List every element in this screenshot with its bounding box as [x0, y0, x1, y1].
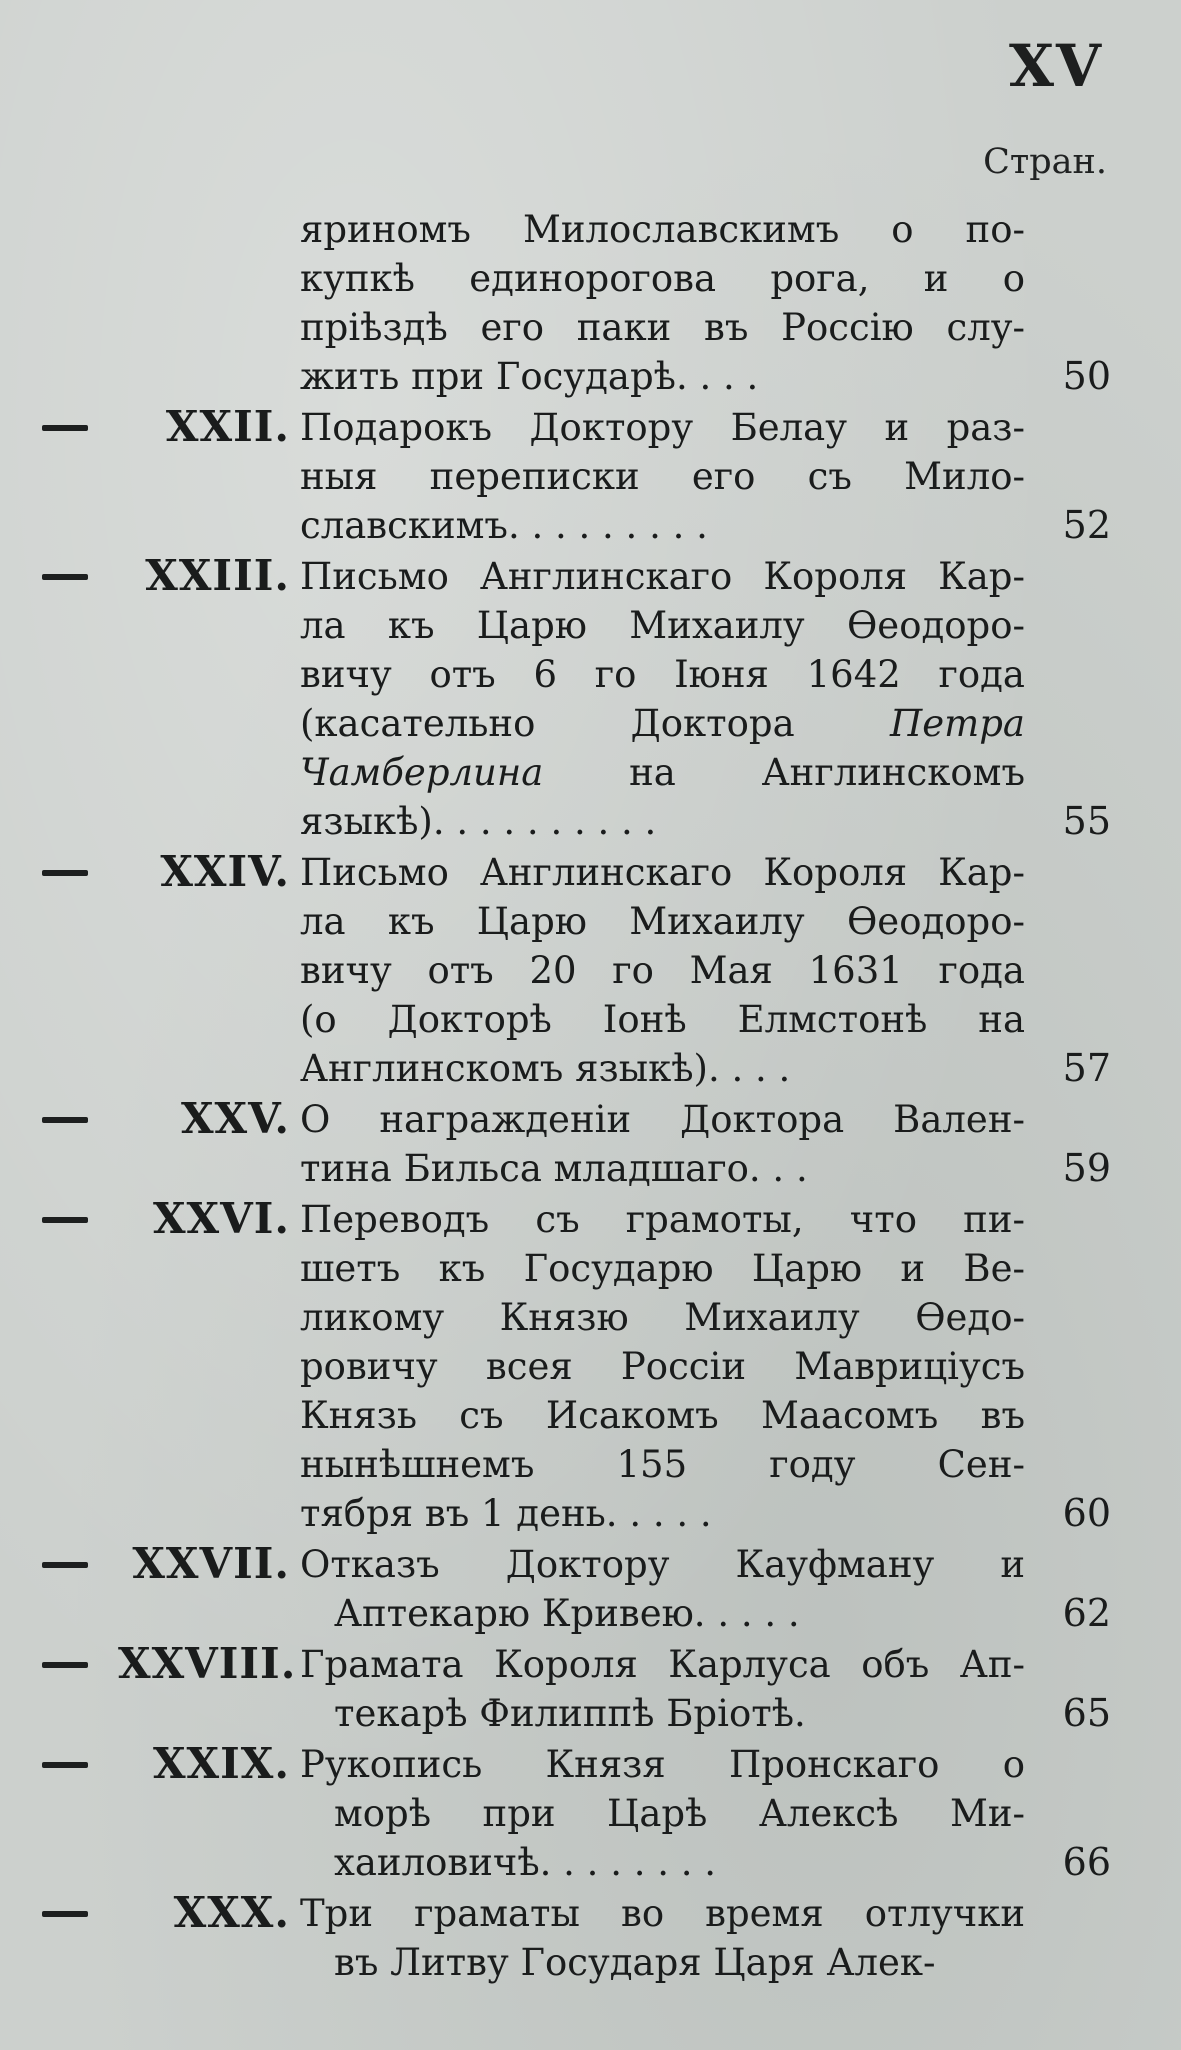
toc-entry: [0, 1640, 1181, 1738]
toc-entry: [0, 1889, 1181, 1987]
toc-page-number: 57: [1062, 1046, 1111, 1090]
toc-entry: [0, 403, 1181, 550]
entry-dash: [42, 1662, 88, 1668]
toc-entry-line: Три граматы во время отлучки: [300, 1892, 1025, 1935]
toc-entry-line: Письмо Англинскаго Короля Кар-: [300, 555, 1025, 598]
toc-entry-line: яриномъ Милославскимъ о по-: [300, 208, 1025, 251]
toc-entry-line: Рукопись Князя Пронскаго о: [300, 1743, 1025, 1786]
toc-entry-line: тября въ 1 день. . . . .: [300, 1492, 712, 1535]
toc-entry: [0, 552, 1181, 846]
entry-dash: [42, 1217, 88, 1223]
table-of-contents: [0, 205, 1181, 1989]
toc-entry-line: (о Докторѣ Іонѣ Елмстонѣ на: [300, 998, 1025, 1041]
toc-entry-numeral: XXIV.: [160, 847, 290, 896]
toc-entry-numeral: XXVIII.: [118, 1639, 297, 1688]
toc-entry-line: шетъ къ Государю Царю и Ве-: [300, 1247, 1025, 1290]
toc-entry-numeral: XXIX.: [152, 1739, 290, 1788]
toc-entry-numeral: XXVII.: [132, 1539, 290, 1588]
toc-entry-line: славскимъ. . . . . . . . .: [300, 504, 708, 547]
toc-entry-line: О награжденіи Доктора Вален-: [300, 1098, 1025, 1141]
toc-entry-line: нынѣшнемъ 155 году Сен-: [300, 1443, 1025, 1486]
toc-entry-text: [300, 1095, 1025, 1193]
toc-entry-line: ликому Князю Михаилу Ѳедо-: [300, 1296, 1025, 1339]
toc-entry-line: купкѣ единорогова рога, и о: [300, 257, 1025, 300]
toc-entry-line: Подарокъ Доктору Белау и раз-: [300, 406, 1025, 449]
toc-entry-text: [300, 552, 1025, 846]
toc-entry-text: [300, 403, 1025, 550]
toc-entry: [0, 1195, 1181, 1538]
toc-entry: [0, 848, 1181, 1093]
toc-entry-line: ла къ Царю Михаилу Ѳеодоро-: [300, 604, 1025, 647]
entry-dash: [42, 1911, 88, 1917]
toc-entry-text: [300, 1195, 1025, 1538]
toc-entry: [0, 1740, 1181, 1887]
toc-entry-line: языкѣ). . . . . . . . . .: [300, 800, 657, 843]
page-number: XV: [1008, 32, 1103, 100]
toc-entry-line: Англинскомъ языкѣ). . . .: [300, 1047, 791, 1090]
toc-page-number: 62: [1062, 1591, 1111, 1635]
toc-entry-text: [300, 1540, 1025, 1638]
toc-entry-text: [300, 205, 1025, 401]
toc-entry-line: Отказъ Доктору Кауфману и: [300, 1543, 1025, 1586]
toc-entry-line: (касательно Доктора Петра: [300, 702, 1025, 745]
toc-entry-numeral: XXIII.: [145, 551, 290, 600]
toc-page-number: 55: [1062, 799, 1111, 843]
toc-entry-numeral: XXII.: [165, 402, 290, 451]
toc-entry-line: ровичу всея Россіи Маврицiусъ: [300, 1345, 1025, 1388]
toc-entry-line: Чамберлина на Англинскомъ: [300, 751, 1025, 794]
toc-entry-line: Переводъ съ грамоты, что пи-: [300, 1198, 1025, 1241]
toc-entry-line: ла къ Царю Михаилу Ѳеодоро-: [300, 900, 1025, 943]
toc-page-number: 65: [1062, 1691, 1111, 1735]
toc-entry-line: Письмо Англинскаго Короля Кар-: [300, 851, 1025, 894]
toc-entry-line: тина Бильса младшаго. . .: [300, 1147, 808, 1190]
toc-page-number: 60: [1062, 1491, 1111, 1535]
toc-entry-numeral: XXVI.: [152, 1194, 290, 1243]
toc-entry-line: вичу отъ 20 го Мая 1631 года: [300, 949, 1025, 992]
entry-dash: [42, 870, 88, 876]
toc-entry: [0, 1540, 1181, 1638]
entry-dash: [42, 425, 88, 431]
toc-entry-line: Аптекарю Кривею. . . . .: [334, 1592, 800, 1635]
toc-entry-line: текарѣ Филиппѣ Бріотѣ.: [334, 1692, 806, 1735]
toc-entry-text: [300, 1740, 1025, 1887]
toc-page-number: 66: [1062, 1840, 1111, 1884]
toc-entry-line: морѣ при Царѣ Алексѣ Ми-: [334, 1792, 1025, 1835]
toc-page-number: 52: [1062, 503, 1111, 547]
entry-dash: [42, 1762, 88, 1768]
toc-entry-line: ныя переписки его съ Мило-: [300, 455, 1025, 498]
toc-page-number: 59: [1062, 1146, 1111, 1190]
toc-entry-numeral: XXV.: [180, 1094, 290, 1143]
toc-entry-numeral: XXX.: [173, 1888, 290, 1937]
toc-entry: [0, 205, 1181, 401]
toc-entry: [0, 1095, 1181, 1193]
page-column-header: Стран.: [983, 142, 1107, 182]
entry-dash: [42, 1117, 88, 1123]
toc-entry-line: жить при Государѣ. . . .: [300, 355, 759, 398]
toc-entry-line: Грамата Короля Карлуса объ Ап-: [300, 1643, 1025, 1686]
toc-entry-text: [300, 1889, 1025, 1987]
toc-entry-line: хаиловичѣ. . . . . . . .: [334, 1841, 717, 1884]
toc-page-number: 50: [1062, 354, 1111, 398]
toc-entry-line: въ Литву Государя Царя Алек-: [334, 1941, 936, 1984]
entry-dash: [42, 574, 88, 580]
toc-entry-text: [300, 1640, 1025, 1738]
entry-dash: [42, 1562, 88, 1568]
toc-entry-line: Князь съ Исакомъ Маасомъ въ: [300, 1394, 1025, 1437]
toc-entry-text: [300, 848, 1025, 1093]
toc-entry-line: пріѣздѣ его паки въ Россію слу-: [300, 306, 1025, 349]
toc-entry-line: вичу отъ 6 го Іюня 1642 года: [300, 653, 1025, 696]
